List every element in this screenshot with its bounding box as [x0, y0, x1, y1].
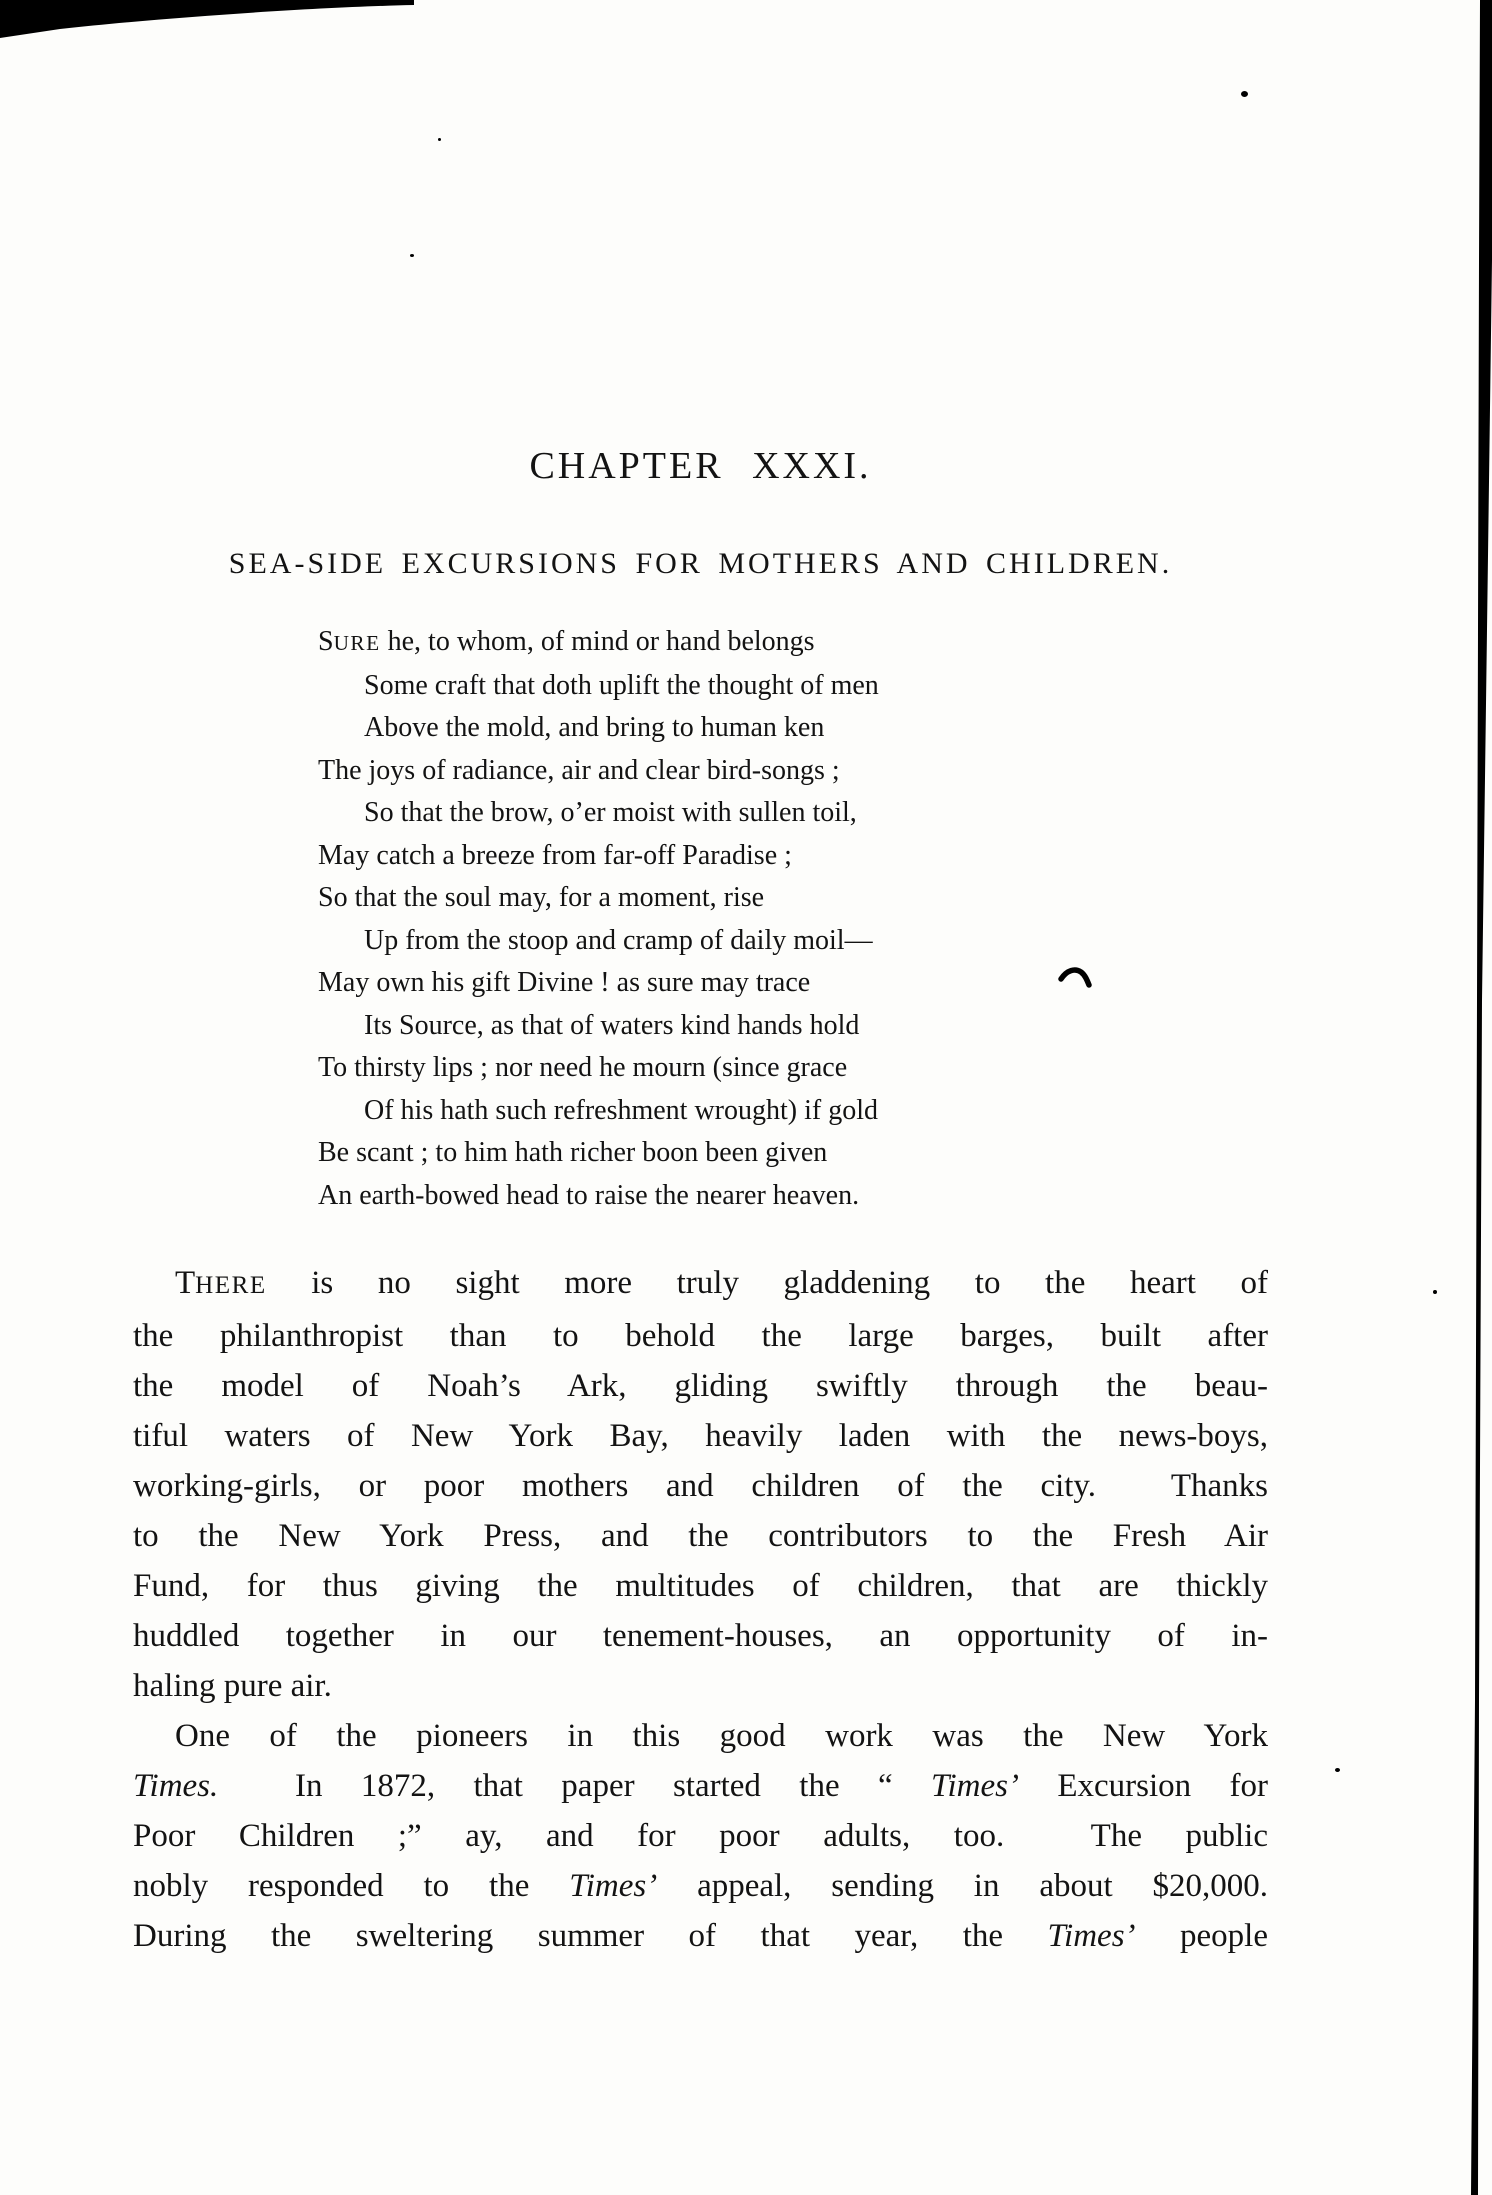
prose-line	[133, 1311, 1268, 1361]
poem-line	[318, 621, 879, 665]
poem-line	[318, 1090, 879, 1133]
poem-line	[318, 1132, 879, 1175]
text-segment: Poor Children ;” ay, and for poor adults, too. The public	[133, 1818, 1268, 1854]
text-segment: Some craft that doth uplift the thought of men	[364, 669, 879, 701]
poem-line	[318, 750, 879, 793]
text-segment: An earth-bowed head to raise the nearer heaven.	[318, 1179, 860, 1211]
prose-line	[133, 1711, 1268, 1761]
prose	[133, 1258, 1268, 1961]
prose-line	[133, 1911, 1268, 1961]
prose-line	[133, 1511, 1268, 1561]
chapter-title: CHAPTER XXXI.	[529, 445, 872, 487]
text-segment: Its Source, as that of waters kind hands hold	[364, 1009, 860, 1041]
text-segment: Times’	[569, 1868, 658, 1904]
text-segment: May catch a breeze from far-off Paradise ;	[318, 839, 792, 871]
ink-speck	[1433, 1290, 1437, 1294]
text-segment: S	[318, 626, 334, 657]
ink-speck	[1241, 91, 1248, 97]
poem-line	[318, 1047, 879, 1090]
text-segment: the model of Noah’s Ark, gliding swiftly through the beau-	[133, 1368, 1268, 1404]
text-segment: Above the mold, and bring to human ken	[364, 712, 825, 743]
text-segment: he, to whom, of mind or hand belongs	[380, 626, 815, 657]
text-segment: Fund, for thus giving the multitudes of children, that are thickly	[133, 1568, 1268, 1604]
text-segment: One of the pioneers in this good work was the New York	[175, 1718, 1268, 1754]
prose-line	[133, 1661, 1268, 1711]
prose-line	[133, 1258, 1268, 1311]
text-segment: is no sight more truly gladdening to the heart of	[266, 1265, 1268, 1301]
prose-line	[133, 1861, 1268, 1911]
poem-line	[318, 920, 879, 963]
prose-line	[133, 1611, 1268, 1661]
text-segment: In 1872, that paper started the “	[218, 1768, 931, 1804]
text-segment: To thirsty lips ; nor need he mourn (since grace	[318, 1052, 848, 1083]
poem-line	[318, 792, 879, 835]
text-segment: Times.	[133, 1768, 219, 1804]
text-segment: Times’	[1047, 1918, 1136, 1954]
poem-line	[318, 707, 879, 750]
text-segment: During the sweltering summer of that year, the	[133, 1918, 1048, 1954]
text-segment: haling pure air.	[133, 1668, 332, 1704]
chapter-subtitle: SEA-SIDE EXCURSIONS FOR MOTHERS AND CHILDREN.	[228, 547, 1173, 580]
poem-line	[318, 1175, 879, 1218]
text-segment: appeal, sending in about $20,000.	[657, 1868, 1268, 1904]
text-segment: Up from the stoop and cramp of daily moil—	[364, 924, 873, 956]
scan-edge-wedge-icon	[0, 0, 420, 42]
text-segment: May own his gift Divine ! as sure may trace	[318, 967, 811, 998]
text-segment: T	[175, 1265, 196, 1301]
prose-line	[133, 1461, 1268, 1511]
text-segment: nobly responded to the	[133, 1868, 570, 1904]
ink-squiggle-icon	[1058, 966, 1092, 992]
text-segment: So that the soul may, for a moment, rise	[318, 882, 765, 913]
ink-speck	[410, 254, 414, 257]
text-segment: the philanthropist than to behold the large barges, built after	[133, 1318, 1268, 1354]
text-segment: Excursion for	[1018, 1768, 1268, 1804]
poem-line	[318, 962, 879, 1005]
poem-line	[318, 665, 879, 708]
text-segment: The joys of radiance, air and clear bird-songs ;	[318, 754, 840, 786]
text-segment: So that the brow, o’er moist with sullen toil,	[364, 797, 857, 828]
text-segment: huddled together in our tenement-houses, an opportunity of in-	[133, 1618, 1268, 1654]
prose-line	[133, 1561, 1268, 1611]
ink-speck	[1335, 1768, 1340, 1772]
prose-line	[133, 1811, 1268, 1861]
text-segment: tiful waters of New York Bay, heavily laden with the news-boys,	[133, 1418, 1268, 1454]
poem	[318, 621, 879, 1217]
ink-speck	[438, 138, 441, 141]
prose-line	[133, 1761, 1268, 1811]
book-gutter-shadow-icon	[1468, 0, 1492, 2195]
prose-line	[133, 1411, 1268, 1461]
poem-line	[318, 835, 879, 878]
text-segment: Times’	[930, 1768, 1019, 1804]
text-segment: working-girls, or poor mothers and children of the city. Thanks	[133, 1468, 1268, 1504]
text-segment: to the New York Press, and the contributors to the Fresh Air	[133, 1518, 1268, 1554]
prose-line	[133, 1361, 1268, 1411]
text-segment: Be scant ; to him hath richer boon been given	[318, 1137, 828, 1168]
poem-line	[318, 877, 879, 920]
text-segment: HERE	[195, 1272, 267, 1299]
text-segment: Of his hath such refreshment wrought) if gold	[364, 1094, 878, 1126]
poem-line	[318, 1005, 879, 1048]
text-segment: people	[1135, 1918, 1268, 1954]
text-segment: URE	[333, 631, 381, 655]
